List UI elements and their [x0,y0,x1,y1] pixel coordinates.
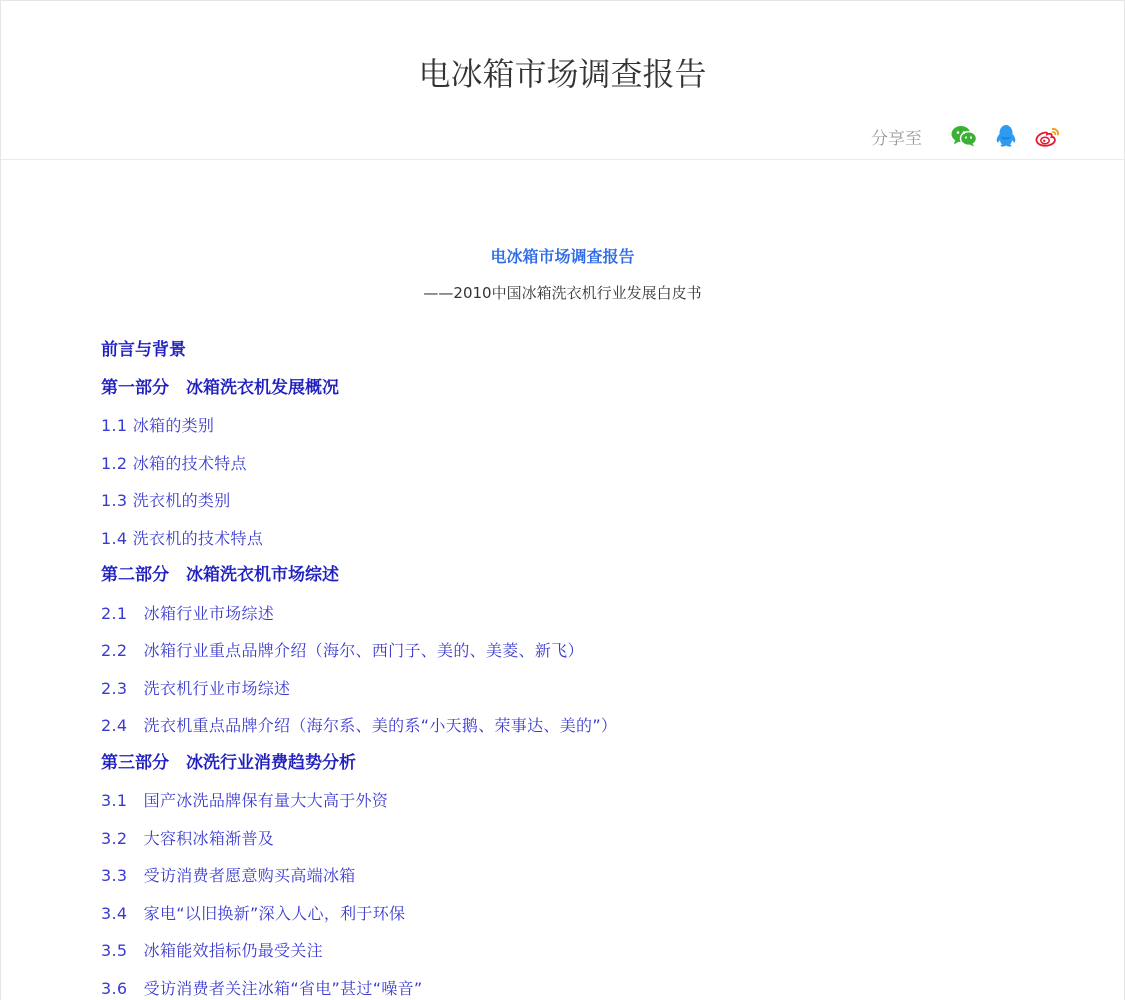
toc-section-heading[interactable]: 第一部分 冰箱洗衣机发展概况 [101,377,339,398]
toc-entry[interactable]: 2.4 洗衣机重点品牌介绍（海尔系、美的系“小天鹅、荣事达、美的”） [101,716,618,735]
table-of-contents [101,332,1124,1000]
toc-section-heading[interactable]: 前言与背景 [101,340,186,360]
toc-entry[interactable]: 2.3 洗衣机行业市场综述 [101,678,291,698]
toc-entry[interactable]: 3.4 家电“以旧换新”深入人心，利于环保 [101,903,406,923]
toc-entry[interactable]: 2.1 冰箱行业市场综述 [101,603,275,623]
toc-entry[interactable]: 1.4 洗衣机的技术特点 [101,528,264,548]
weibo-icon[interactable] [1034,122,1062,150]
page-title: 电冰箱市场调查报告 [418,55,707,93]
toc-entry[interactable]: 1.2 冰箱的技术特点 [101,453,247,473]
toc-entry[interactable]: 1.1 冰箱的类别 [101,416,215,435]
wechat-icon[interactable] [950,122,978,150]
toc-entry[interactable]: 1.3 洗衣机的类别 [101,491,231,510]
toc-entry[interactable]: 3.1 国产冰洗品牌保有量大大高于外资 [101,791,389,810]
document-subtitle: ——2010中国冰箱洗衣机行业发展白皮书 [423,284,702,302]
toc-entry[interactable]: 3.2 大容积冰箱渐普及 [101,828,275,848]
share-label: 分享至 [871,128,922,149]
document-body [1,160,1124,1000]
page-header [1,1,1124,160]
toc-entry[interactable]: 3.6 受访消费者关注冰箱“省电”甚过“噪音” [101,978,423,998]
qq-icon[interactable] [992,122,1020,150]
toc-section-heading[interactable]: 第三部分 冰洗行业消费趋势分析 [101,752,356,773]
toc-section-heading[interactable]: 第二部分 冰箱洗衣机市场综述 [101,565,339,585]
share-bar [871,121,1062,151]
document-title: 电冰箱市场调查报告 [490,247,635,266]
toc-entry[interactable]: 2.2 冰箱行业重点品牌介绍（海尔、西门子、美的、美菱、新飞） [101,641,584,660]
toc-entry[interactable]: 3.5 冰箱能效指标仍最受关注 [101,941,323,960]
toc-entry[interactable]: 3.3 受访消费者愿意购买高端冰箱 [101,866,356,885]
